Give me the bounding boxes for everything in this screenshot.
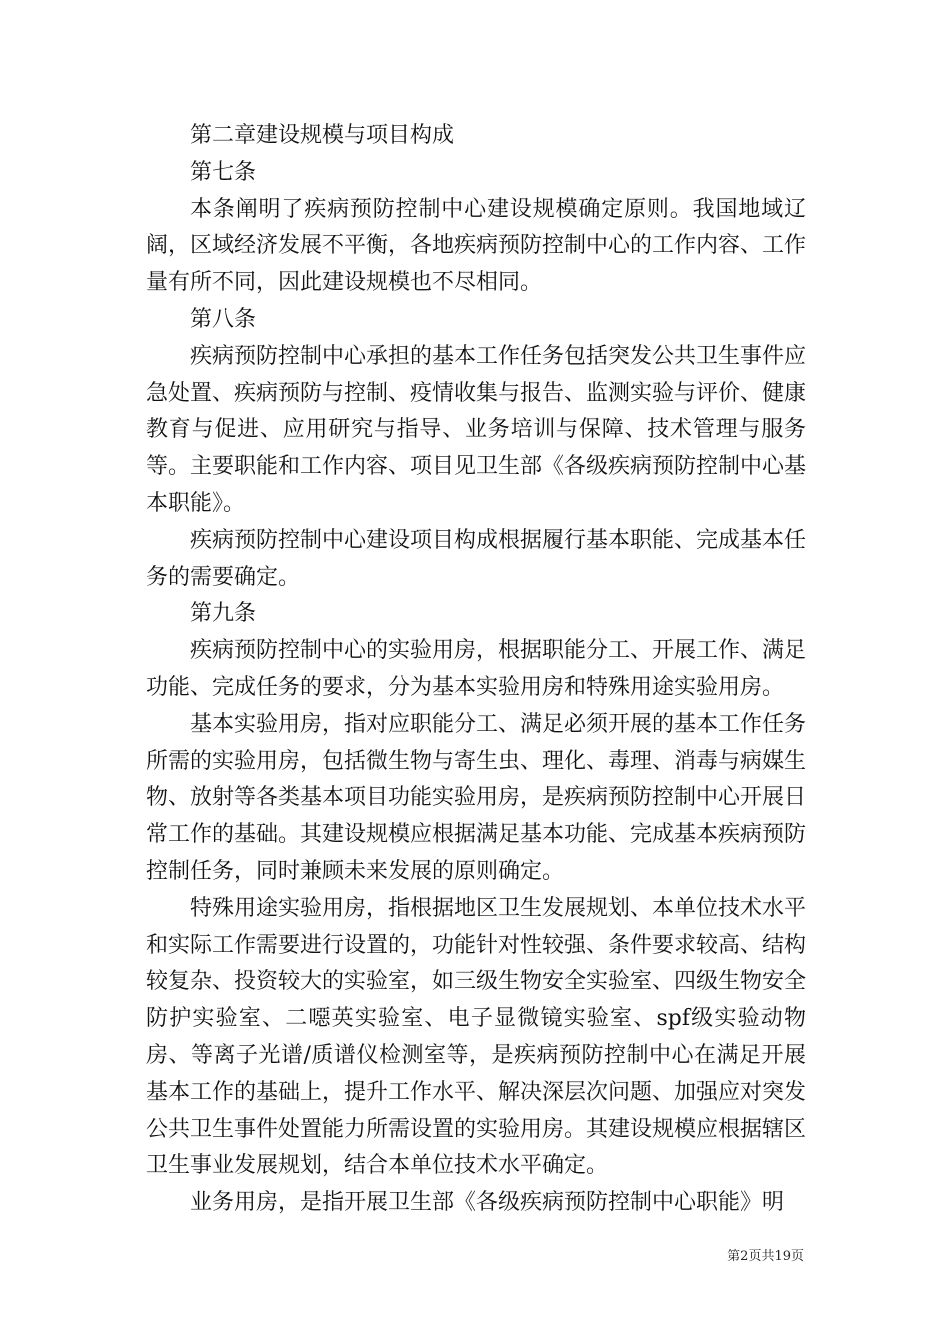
document-body (146, 118, 806, 1222)
chapter-heading: 第二章建设规模与项目构成 (190, 123, 455, 148)
paragraph: 疾病预防控制中心的实验用房，根据职能分工、开展工作、满足功能、完成任务的要求，分为基本实验用房和特殊用途实验用房。 (146, 638, 807, 700)
article-heading: 第七条 (190, 159, 257, 185)
paragraph: 业务用房，是指开展卫生部《各级疾病预防控制中心职能》明 (190, 1190, 785, 1216)
paragraph: 本条阐明了疾病预防控制中心建设规模确定原则。我国地域辽阔，区域经济发展不平衡，各地疾病预防控制中心的工作内容、工作量有所不同，因此建设规模也不尽相同。 (146, 196, 807, 296)
paragraph: 疾病预防控制中心建设项目构成根据履行基本职能、完成基本任务的需要确定。 (146, 527, 807, 590)
paragraph: 基本实验用房，指对应职能分工、满足必须开展的基本工作任务所需的实验用房，包括微生物与寄生虫、理化、毒理、消毒与病媒生物、放射等各类基本项目功能实验用房，是疾病预防控制中心开展日常工作的基础。其建设规模应根据满足基本功能、完成基本疾病预防控制任务，同时兼顾未来发展的原则确定。 (146, 711, 807, 884)
article-heading: 第八条 (190, 306, 257, 332)
article-heading: 第九条 (190, 601, 257, 627)
paragraph: 疾病预防控制中心承担的基本工作任务包括突发公共卫生事件应急处置、疾病预防与控制、疫情收集与报告、监测实验与评价、健康教育与促进、应用研究与指导、业务培训与保障、技术管理与服务等。主要职能和工作内容、项目见卫生部《各级疾病预防控制中心基本职能》。 (146, 343, 807, 516)
page-number: 第2页共19页 (727, 1249, 804, 1264)
paragraph: 特殊用途实验用房，指根据地区卫生发展规划、本单位技术水平和实际工作需要进行设置的，功能针对性较强、条件要求较高、结构较复杂、投资较大的实验室，如三级生物安全实验室、四级生物安全防护实验室、二噁英实验室、电子显微镜实验室、spf级实验动物房、等离子光谱/质谱仪检测室等，是疾病预防控制中心在满足开展基本工作的基础上，提升工作水平、解决深层次问题、加强应对突发公共卫生事件处置能力所需设置的实验用房。其建设规模应根据辖区卫生事业发展规划，结合本单位技术水平确定。 (146, 895, 807, 1179)
